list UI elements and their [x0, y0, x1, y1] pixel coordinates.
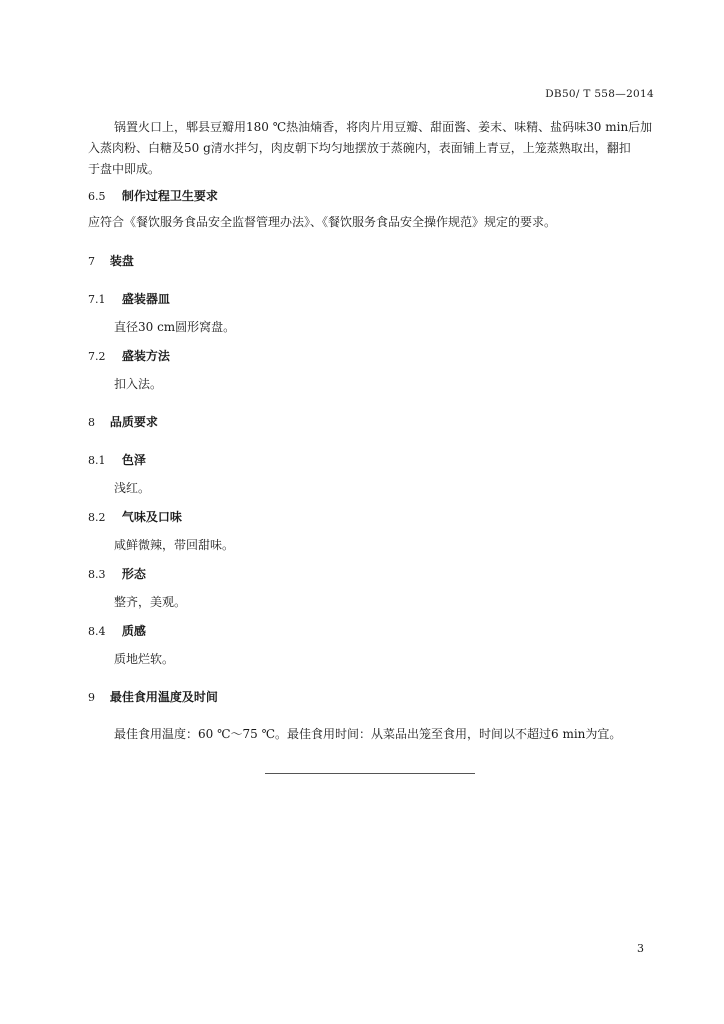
intro-line-3: 于盘中即成。: [88, 162, 161, 176]
standard-code: DB50/ T 558—2014: [545, 88, 654, 100]
section-number: 7: [88, 255, 95, 268]
section-text-6-5: 应符合《餐饮服务食品安全监督管理办法》、《餐饮服务食品安全操作规范》规定的要求。: [88, 215, 557, 229]
section-title: 气味及口味: [121, 510, 182, 524]
section-number: 6.5: [88, 190, 106, 203]
section-heading-7-2: [88, 347, 170, 364]
section-number: 8.3: [88, 568, 106, 581]
section-heading-9: [88, 688, 218, 705]
section-heading-7-1: [88, 290, 170, 307]
section-heading-8-3: [88, 565, 146, 582]
section-text-7-1: 直径30 cm圆形窝盘。: [114, 320, 236, 334]
section-title: 盛装器皿: [121, 292, 170, 306]
section-title: 装盘: [109, 254, 134, 268]
section-number: 8.1: [88, 454, 106, 467]
page-number: 3: [637, 942, 644, 955]
section-text-7-2: 扣入法。: [114, 377, 163, 391]
section-number: 7.1: [88, 293, 106, 306]
section-text-8-3: 整齐，美观。: [114, 595, 187, 609]
section-title: 色泽: [121, 453, 146, 467]
intro-line-2: 入蒸肉粉、白糖及50 g清水拌匀，肉皮朝下均匀地摆放于蒸碗内，表面铺上青豆，上笼蒸熟取出，翻扣: [88, 141, 631, 155]
section-text-9: 最佳食用温度：60 ℃～75 ℃。最佳食用时间：从菜品出笼至食用，时间以不超过6 min为宜。: [114, 727, 622, 741]
section-heading-7: [88, 252, 134, 269]
section-title: 质感: [121, 624, 146, 638]
end-divider: [265, 773, 475, 774]
section-heading-8: [88, 413, 158, 430]
section-heading-8-1: [88, 451, 146, 468]
section-title: 品质要求: [109, 415, 158, 429]
section-number: 8.2: [88, 511, 106, 524]
section-number: 8: [88, 416, 95, 429]
section-heading-8-4: [88, 622, 146, 639]
section-title: 盛装方法: [121, 349, 170, 363]
section-title: 最佳食用温度及时间: [109, 690, 218, 704]
section-text-8-1: 浅红。: [114, 481, 151, 495]
section-number: 7.2: [88, 350, 106, 363]
section-title: 形态: [121, 567, 146, 581]
section-number: 9: [88, 691, 95, 704]
section-text-8-2: 咸鲜微辣，带回甜味。: [114, 538, 235, 552]
section-number: 8.4: [88, 625, 106, 638]
section-title: 制作过程卫生要求: [121, 189, 218, 203]
section-heading-8-2: [88, 508, 182, 525]
section-text-8-4: 质地烂软。: [114, 652, 175, 666]
intro-line-1: 锅置火口上，郫县豆瓣用180 ℃热油煵香，将肉片用豆瓣、甜面酱、姜末、味精、盐码味30 min后加: [114, 120, 653, 134]
section-heading-6-5: [88, 187, 218, 204]
